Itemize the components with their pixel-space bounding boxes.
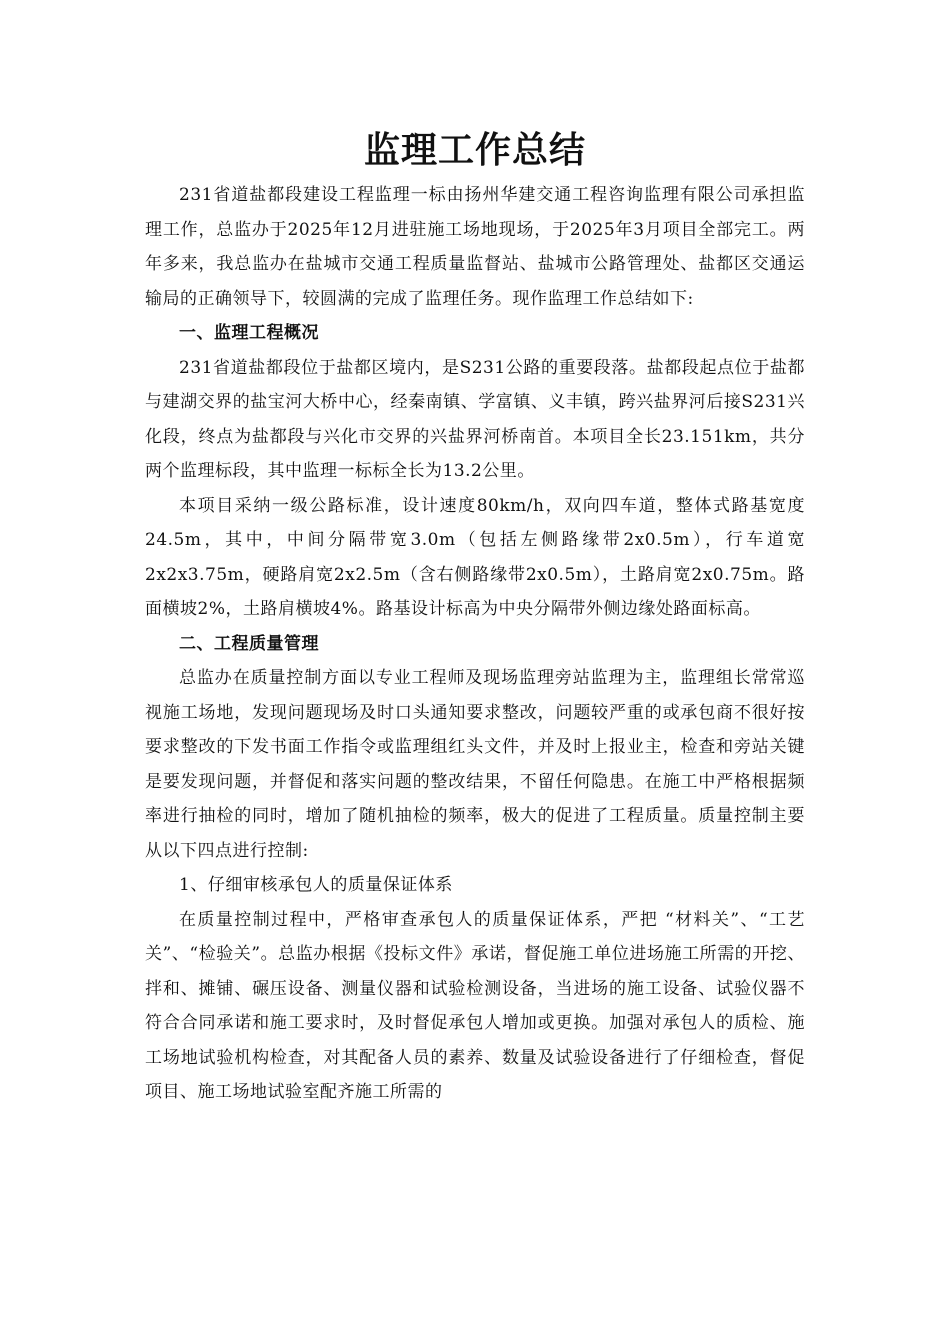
section-heading-quality: 二、工程质量管理 [179,633,319,654]
quality-paragraph-1: 总监办在质量控制方面以专业工程师及现场监理旁站监理为主，监理组长常常巡视施工场地，发现问题现场及时口头通知要求整改，问题较严重的或承包商不很好按要求整改的下发书面工作指令或监理组红头文件，并及时上报业主，检查和旁站关键是要发现问题，并督促和落实问题的整改结果，不留任何隐患。在施工中严格根据频率进行抽检的同时，增加了随机抽检的频率，极大的促进了工程质量。质量控制主要从以下四点进行控制: [145,668,805,861]
overview-paragraph-1: 231省道盐都段位于盐都区境内，是S231公路的重要段落。盐都段起点位于盐都与建湖交界的盐宝河大桥中心，经秦南镇、学富镇、义丰镇，跨兴盐界河后接S231兴化段，终点为盐都段与兴化市交界的兴盐界河桥南首。本项目全长23.151km，共分两个监理标段，其中监理一标标全长为13.2公里。 [145,357,805,481]
quality-paragraph-2: 在质量控制过程中，严格审查承包人的质量保证体系，严把 “材料关”、“工艺关”、“检验关”。总监办根据《投标文件》承诺，督促施工单位进场施工所需的开挖、拌和、摊铺、碾压设备、测量仪器和试验检测设备，当进场的施工设备、试验仪器不符合合同承诺和施工要求时，及时督促承包人增加或更换。加强对承包人的质检、施工场地试验机构检查，对其配备人员的素养、数量及试验设备进行了仔细检查，督促项目、施工场地试验室配齐施工所需的 [145,909,805,1102]
overview-paragraph-2: 本项目采纳一级公路标准，设计速度80km/h，双向四车道，整体式路基宽度24.5m，其中，中间分隔带宽3.0m（包括左侧路缘带2x0.5m），行车道宽2x2x3.75m，硬路肩宽2x2.5m（含右侧路缘带2x0.5m），土路肩宽2x0.75m。路面横坡2%，土路肩横坡4%。路基设计标高为中央分隔带外侧边缘处路面标高。 [145,495,805,619]
document-title: 监理工作总结 [363,130,586,171]
quality-subheading-1: 1、仔细审核承包人的质量保证体系 [179,875,453,895]
intro-paragraph: 231省道盐都段建设工程监理一标由扬州华建交通工程咨询监理有限公司承担监理工作，总监办于2025年12月进驻施工场地现场，于2025年3月项目全部完工。两年多来，我总监办在盐城市交通工程质量监督站、盐城市公路管理处、盐都区交通运输局的正确领导下，较圆满的完成了监理任务。现作监理工作总结如下: [145,185,805,309]
section-heading-overview: 一、监理工程概况 [179,323,319,343]
document-page [145,124,805,1110]
